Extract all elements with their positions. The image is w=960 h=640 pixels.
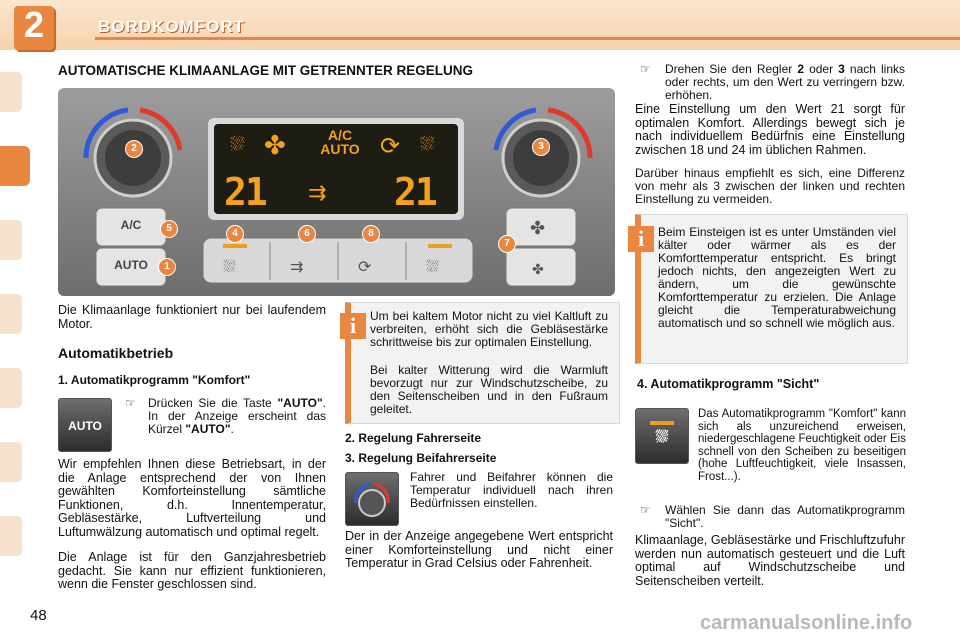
visibility-text: Das Automatikprogramm "Komfort" kann sich als unzureichend erweisen, niedergeschlagene Feuchtigkeit oder Eis schnell von den Scheiben zu beseitigen (hohe Luftfeuchtigkeit, viele Insassen, Frost...).	[698, 408, 906, 483]
visibility-led	[650, 421, 674, 425]
knob-image	[345, 472, 399, 526]
callout-8: 8	[362, 225, 380, 243]
callout-1: 1	[158, 258, 176, 276]
intro-text: Die Klimaanlage funktioniert nur bei laufendem Motor.	[58, 303, 326, 331]
svg-text:⛆: ⛆	[420, 134, 435, 155]
svg-text:✤: ✤	[530, 218, 546, 239]
info-icon-2: i	[628, 226, 654, 252]
value-21-paragraph: Eine Einstellung um den Wert 21 sorgt für optimalen Komfort. Allerdings bewegt sich je nach individuellem Bedürfnis eine Einstellung zwischen 18 und 24 im üblichen Rahmen.	[635, 102, 905, 157]
watermark: carmanualsonline.info	[700, 612, 913, 634]
auto-bullet-end: .	[230, 422, 234, 436]
svg-text:⛆: ⛆	[223, 257, 236, 276]
svg-text:✤: ✤	[264, 131, 286, 161]
lcd-temp-left: 21	[224, 170, 266, 214]
page-number: 48	[30, 607, 47, 624]
difference-paragraph: Darüber hinaus empfiehlt es sich, eine Differenz von mehr als 3 zwischen der linken und rechten Einstellung zu vermeiden.	[635, 166, 905, 206]
side-tab-6[interactable]	[0, 442, 22, 482]
info-icon: i	[340, 313, 366, 339]
side-tab-4[interactable]	[0, 294, 22, 334]
auto-bullet-mid: . In der Anzeige erscheint das Kürzel	[148, 396, 326, 436]
svg-text:✤: ✤	[532, 262, 544, 278]
side-tab-5[interactable]	[0, 368, 22, 408]
side-tab-7[interactable]	[0, 516, 22, 556]
svg-text:⇉: ⇉	[290, 257, 304, 276]
regulation-paragraph: Der in der Anzeige angegebene Wert entspricht einer Komforteinstellung und nicht einer Temperatur in Grad Celsius oder Fahrenheit.	[345, 529, 613, 570]
knob-bullet-n2: 2	[797, 62, 804, 76]
main-heading: AUTOMATISCHE KLIMAANLAGE MIT GETRENNTER REGELUNG	[58, 63, 473, 78]
callout-4: 4	[226, 225, 244, 243]
visibility-result-paragraph: Klimaanlage, Gebläsestärke und Frischluftzufuhr werden nun automatisch gesteuert und die Luft optimal auf Windschutzscheibe und Seitenscheiben verteilt.	[635, 533, 905, 588]
right-bullet-marker-2: ☞	[640, 503, 651, 517]
auto-bullet-text	[148, 397, 326, 436]
knob-bullet-n3: 3	[838, 62, 845, 76]
lcd-auto-label: AUTO	[320, 141, 360, 157]
all-year-paragraph: Die Anlage ist für den Ganzjahresbetrieb gedacht. Sie kann nur effizient funktionieren, wenn die Fenster geschlossen sind.	[58, 550, 326, 591]
knob-bullet-text	[665, 63, 905, 102]
climate-panel-image	[58, 88, 615, 296]
knob-bullet-or: oder	[809, 62, 834, 76]
program-visibility-heading: 4. Automatikprogramm "Sicht"	[637, 377, 820, 391]
lcd-ac-label: A/C	[327, 127, 353, 143]
auto-bullet-key: "AUTO"	[277, 396, 323, 410]
knob-drawing	[346, 473, 398, 525]
auto-button-image-label: AUTO	[68, 419, 102, 433]
callout-2: 2	[125, 140, 143, 158]
header-rule	[95, 37, 960, 40]
info-box-1-para2: Bei kalter Witterung wird die Warmluft bevorzugt nur zur Windschutzscheibe, zu den Seitenscheiben und in den Fußraum geleitet.	[370, 363, 608, 416]
lcd-temp-right: 21	[394, 170, 436, 214]
chapter-number: 2	[23, 4, 45, 45]
lcd-mode-label	[320, 128, 360, 156]
comfort-paragraph: Wir empfehlen Ihnen diese Betriebsart, in der die Anlage entsprechend der von Ihnen gewählten Komforteinstellung sämtliche Funktionen, d.h. Innentemperatur, Gebläsestärke, Luftverteilung und Luftumwälzung automatisch und optimal regelt.	[58, 457, 326, 539]
svg-text:⇉: ⇉	[308, 181, 327, 206]
select-visibility-text: Wählen Sie dann das Automatikprogramm "Sicht".	[665, 503, 905, 530]
auto-button-image	[58, 398, 112, 452]
side-tab-3[interactable]	[0, 220, 22, 260]
knob-bullet-rest: nach links oder rechts, um den Wert zu verringern bzw. erhöhen.	[665, 62, 905, 102]
auto-bullet-pre: Drücken Sie die Taste	[148, 396, 272, 410]
info-box-2-text: Beim Einsteigen ist es unter Umständen viel kälter oder wärmer als es der Komforttemperatur entspricht. Es bringt jedoch nichts, den angezeigten Wert zu ändern, um die gewünschte Komforttemperatur zu erzielen. Die Anlage gleicht die Temperaturabweichung automatisch und so schnell wie möglich aus.	[658, 225, 896, 330]
auto-bullet-key2: "AUTO"	[185, 422, 231, 436]
info-box-1-para1: Um bei kaltem Motor nicht zu viel Kaltluft zu verbreiten, erhöht sich die Gebläsestärke schrittweise bis zur optimalen Einstellung.	[370, 309, 608, 349]
visibility-button-image	[635, 408, 689, 464]
program-comfort-heading: 1. Automatikprogramm "Komfort"	[58, 373, 251, 387]
svg-text:⟳: ⟳	[380, 132, 401, 160]
passenger-regulation-heading: 3. Regelung Beifahrerseite	[345, 451, 497, 465]
callout-7: 7	[498, 235, 516, 253]
callout-5: 5	[160, 220, 178, 238]
right-bullet-marker: ☞	[640, 62, 651, 76]
callout-3: 3	[532, 138, 550, 156]
side-tab-active[interactable]	[0, 146, 30, 186]
auto-button[interactable]: AUTO	[114, 258, 148, 272]
svg-text:⛆: ⛆	[426, 257, 439, 276]
svg-text:⟳: ⟳	[358, 257, 372, 276]
knob-text: Fahrer und Beifahrer können die Temperatur individuell nach ihren Bedürfnissen einstellen.	[410, 470, 613, 510]
callout-6: 6	[298, 225, 316, 243]
ac-button[interactable]: A/C	[120, 218, 142, 232]
windshield-icon: ⛆	[655, 429, 669, 446]
bullet-marker: ☞	[125, 396, 136, 410]
chapter-title: BORDKOMFORT	[98, 17, 245, 36]
auto-heading: Automatikbetrieb	[58, 345, 174, 361]
svg-text:⛆: ⛆	[230, 134, 245, 155]
knob-bullet-pre: Drehen Sie den Regler	[665, 62, 793, 76]
side-tab-1[interactable]	[0, 72, 22, 112]
driver-regulation-heading: 2. Regelung Fahrerseite	[345, 431, 482, 445]
